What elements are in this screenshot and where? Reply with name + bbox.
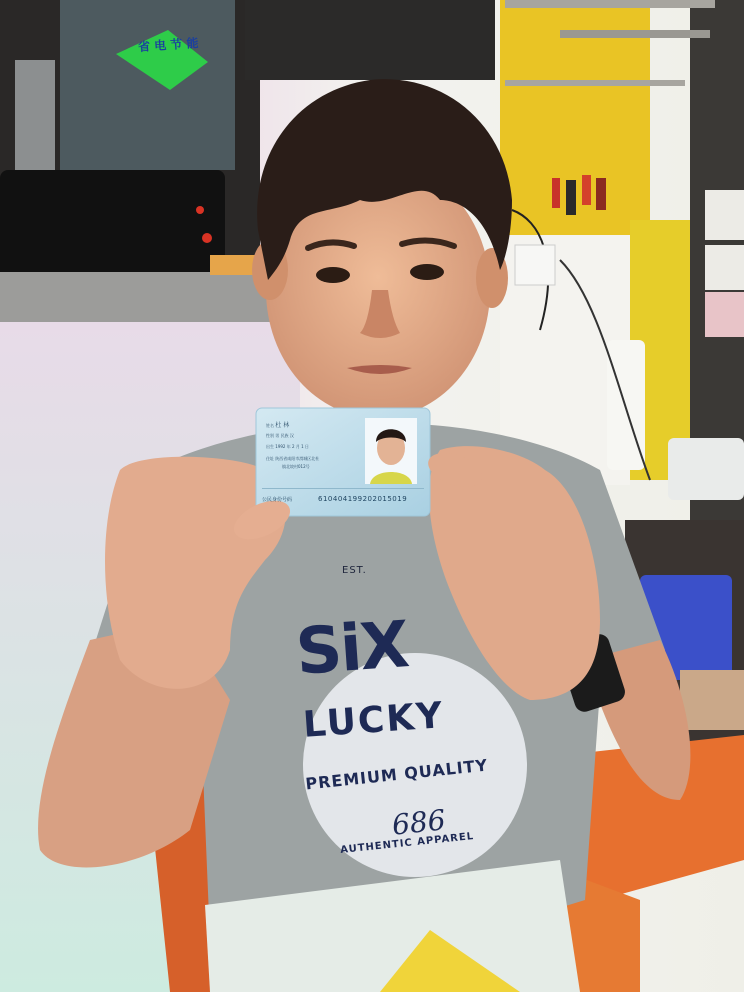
id-card-address-line1: 陕西省咸阳市渭城区北杜: [275, 456, 320, 461]
eye-right: [410, 264, 444, 280]
shirt-number-text: 686: [390, 803, 448, 842]
id-card-address-label: 住址: [266, 456, 274, 461]
id-card-name-row: [266, 420, 289, 429]
id-card-number-label: 公民身份号码: [262, 497, 293, 503]
eye-left: [316, 267, 350, 283]
id-card-divider: [262, 488, 424, 489]
rice-cooker: [0, 170, 225, 285]
glass-display: [60, 0, 235, 170]
desk-phone: [668, 438, 744, 500]
rack-rail: [505, 80, 685, 86]
indicator-light-icon: [202, 233, 212, 243]
desk-top: [680, 670, 744, 730]
id-card-birth-value: 1992 年 2 月 1 日: [275, 444, 309, 449]
energy-sticker-text: 省 电 节 能: [137, 35, 199, 55]
shirt-logo-text: SiX: [293, 608, 410, 690]
indicator-light-icon: [196, 206, 204, 214]
id-card-birth-row: [266, 444, 309, 450]
id-card-ethnicity-value: 汉: [289, 433, 294, 438]
id-card-sex-value: 男: [275, 433, 280, 438]
id-card-name-value: 杜 林: [275, 422, 290, 429]
id-card-address-row: [266, 456, 319, 462]
power-outlet: [515, 245, 555, 285]
storage-box: [705, 190, 744, 240]
shirt-est-text: EST.: [342, 565, 367, 576]
id-card-ethnicity-label: 民族: [280, 433, 289, 438]
counter-shelf: [0, 272, 275, 322]
id-card-birth-label: 出生: [266, 444, 274, 449]
metal-fixture: [15, 60, 55, 170]
shirt-lucky-text: LUCKY: [301, 695, 446, 746]
storage-box: [705, 245, 744, 290]
id-card-address-line2: 镇北坡村012号: [282, 464, 310, 469]
id-card-sex-row: [266, 433, 294, 439]
id-card-name-label: 姓名: [266, 423, 274, 428]
id-card-number: 610404199202015019: [318, 495, 408, 503]
storage-box: [705, 292, 744, 337]
rack-rail: [560, 30, 710, 38]
shirt-authentic-text: AUTHENTIC APPAREL: [339, 831, 475, 856]
rack-rail: [505, 0, 715, 8]
dark-pillar: [245, 0, 495, 80]
shirt-premium-text: PREMIUM QUALITY: [304, 755, 489, 794]
id-card-sex-label: 性别: [266, 433, 274, 438]
